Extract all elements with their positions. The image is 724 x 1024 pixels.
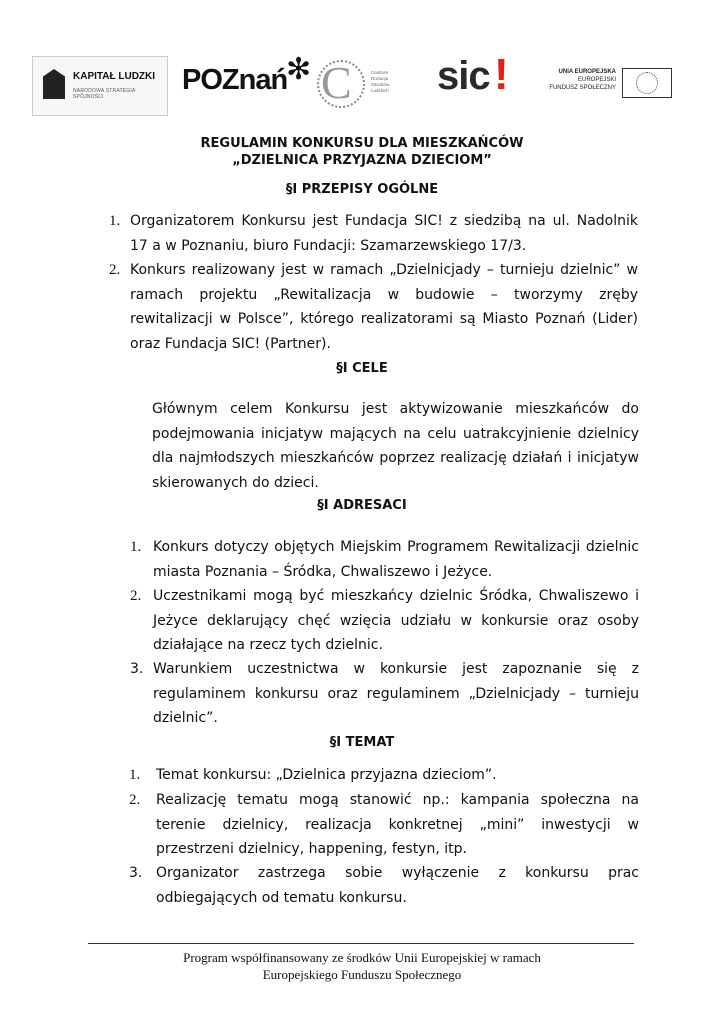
list-item: [130, 584, 639, 658]
list-item-number: 3.: [129, 865, 143, 881]
eu-logo-text: [538, 68, 616, 92]
list-item: [130, 535, 639, 584]
list-item-number: 1.: [130, 539, 142, 555]
header-logos: [32, 52, 680, 118]
list-item-number: 1.: [129, 767, 141, 783]
section-heading-addressees: §I ADRESACI: [317, 498, 407, 513]
section-heading-topic: §I TEMAT: [329, 735, 395, 750]
poznan-logo: [182, 52, 312, 106]
list-item-number: 3.: [130, 661, 144, 677]
list-item: [129, 861, 639, 910]
poznan-logo-text: POZnań: [182, 64, 288, 96]
list-item-text: Konkurs dotyczy objętych Miejskim Programem Rewitalizacji dzielnic miasta Poznania – Śródka, Chwaliszewo i Jeżyce.: [153, 539, 639, 580]
list-item-number: 1.: [109, 213, 121, 229]
eu-flag-icon: [622, 68, 672, 98]
centrum-logo: [317, 58, 397, 110]
list-item-number: 2.: [129, 792, 141, 808]
section-heading-goals: §I CELE: [336, 361, 388, 376]
kapital-ludzki-emblem-icon: [43, 69, 65, 99]
kapital-ludzki-name: KAPITAŁ LUDZKI: [73, 71, 156, 82]
list-item-text: Warunkiem uczestnictwa w konkursie jest zapoznanie się z regulaminem konkursu oraz regulaminem „Dzielnicjady – turnieju dzielnic”.: [153, 661, 639, 726]
kapital-ludzki-subtitle: NARODOWA STRATEGIA SPÓJNOŚCI: [73, 88, 136, 100]
eu-line-3: FUNDUSZ SPOŁECZNY: [549, 85, 616, 91]
list-item-text: Realizację tematu mogą stanowić np.: kampania społeczna na terenie dzielnicy, realizacja konkretnej „mini” inwestycji w przestrzeni dzielnicy, happening, festyn, itp.: [156, 792, 639, 857]
eu-logo: [538, 68, 682, 106]
footer-divider: [88, 943, 634, 944]
list-item-text: Uczestnikami mogą być mieszkańcy dzielnic Śródka, Chwaliszewo i Jeżyce deklarujący chęć wzięcia udziału w konkursie oraz osoby działające na rzecz tych dzielnic.: [153, 588, 639, 653]
document-title-line-2: „DZIELNICA PRZYJAZNA DZIECIOM”: [232, 153, 492, 168]
eu-line-2: EUROPEJSKI: [577, 77, 616, 83]
section-heading-general: §I PRZEPISY OGÓLNE: [285, 182, 439, 197]
list-item: [129, 788, 639, 862]
list-item: [129, 763, 639, 788]
eu-line-1: UNIA EUROPEJSKA: [558, 69, 616, 75]
sic-logo: [437, 50, 517, 110]
footer: [0, 949, 724, 983]
footer-line-2: Europejskiego Funduszu Społecznego: [262, 967, 462, 982]
centrum-c-icon: C: [321, 57, 352, 108]
list-item: [130, 657, 639, 731]
list-item-number: 2.: [130, 588, 142, 604]
list-item-text: Organizatorem Konkursu jest Fundacja SIC! z siedzibą na ul. Nadolnik 17 a w Poznaniu, biuro Fundacji: Szamarzewskiego 17/3.: [130, 213, 638, 254]
asterisk-icon: ✻: [286, 52, 312, 87]
list-item-text: Organizator zastrzega sobie wyłączenie z konkursu prac odbiegających od tematu konkursu.: [156, 865, 639, 906]
list-item-number: 2.: [109, 262, 121, 278]
list-item-text: Konkurs realizowany jest w ramach „Dzielnicjady – turnieju dzielnic” w ramach projektu „Rewitalizacja w budowie – tworzymy zręby rewitalizacji w Polsce”, którego realizatorami są Miasto Poznań (Lider) oraz Fundacja SIC! (Partner).: [130, 262, 638, 352]
goals-paragraph: Głównym celem Konkursu jest aktywizowanie mieszkańców do podejmowania inicjatyw mających na celu uatrakcyjnienie dzielnicy dla najmłodszych mieszkańców poprzez realizację działań i inicjatyw skierowanych do dzieci.: [152, 401, 639, 491]
list-item: [109, 258, 638, 356]
centrum-logo-text: Centrum Rozwoju Zasobów Ludzkich: [371, 70, 390, 93]
list-item-text: Temat konkursu: „Dzielnica przyjazna dzieciom”.: [156, 767, 497, 783]
footer-line-1: Program współfinansowany ze środków Unii Europejskiej w ramach: [183, 950, 541, 965]
sic-exclamation-mark: !: [494, 50, 509, 99]
sic-logo-text: sic: [437, 54, 490, 98]
list-item: [109, 209, 638, 258]
kapital-ludzki-logo: [32, 56, 168, 116]
eu-stars-icon: [636, 72, 658, 94]
document-title-line-1: REGULAMIN KONKURSU DLA MIESZKAŃCÓW: [200, 136, 524, 151]
